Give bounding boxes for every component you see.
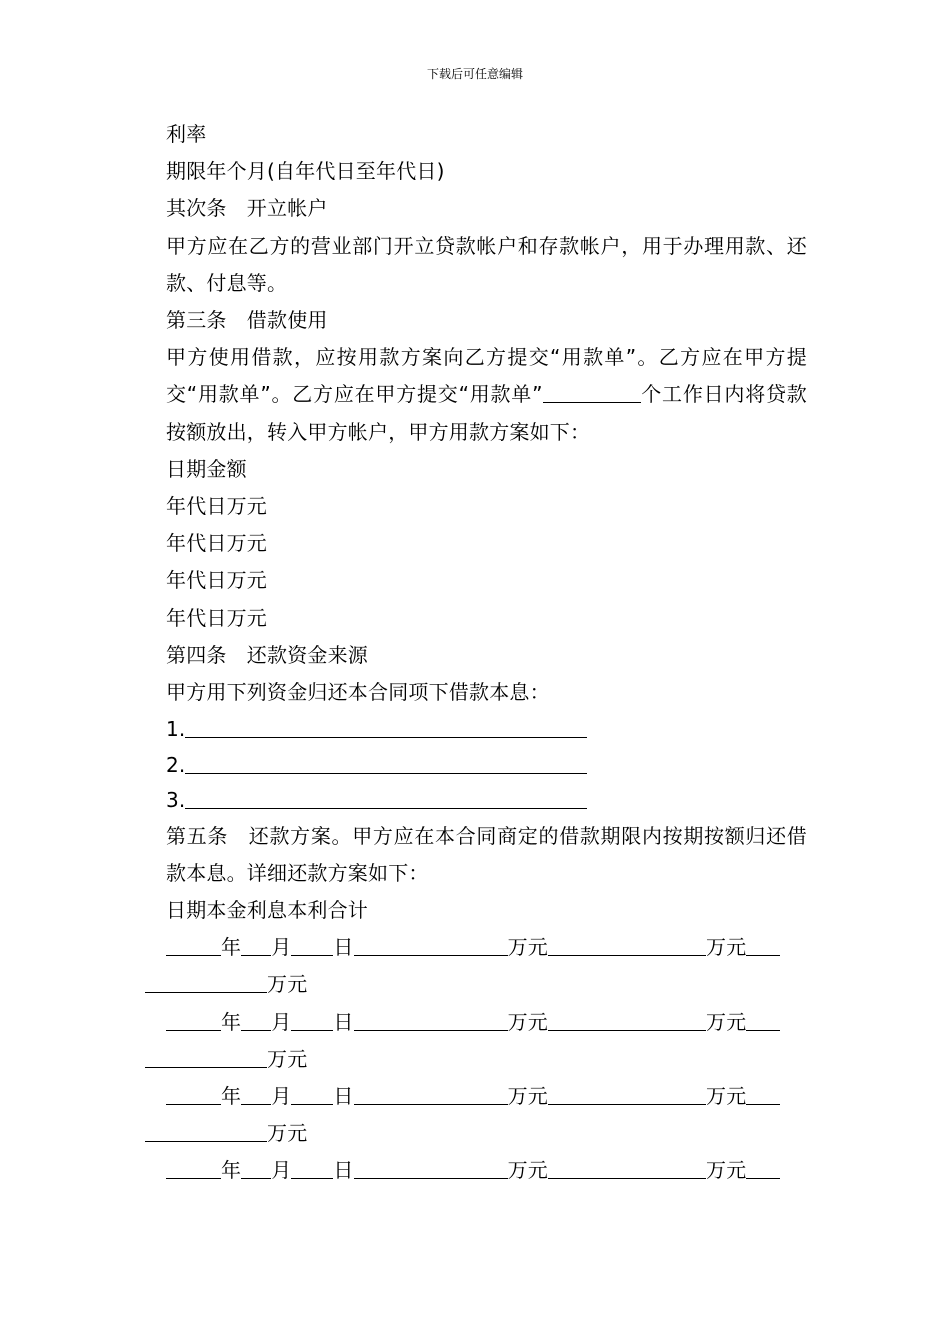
article-3-body-part1: 甲方使用借款，应按用款方案向乙方提交“用款单”。乙方应在甲方提交“用款单”。乙方应在甲方提交“用款单” — [166, 345, 807, 407]
fund-source-blank[interactable] — [185, 751, 587, 774]
fund-source-item: 2. — [145, 747, 807, 783]
repayment-row: 年 月 日 万元 万元 万元 — [145, 1078, 807, 1152]
total-blank-continued[interactable] — [145, 1119, 267, 1142]
fund-source-item: 1. — [145, 711, 807, 747]
article-4-body: 甲方用下列资金归还本合同项下借款本息： — [166, 679, 550, 704]
interest-blank[interactable] — [548, 1156, 706, 1179]
principal-blank[interactable] — [354, 1156, 508, 1179]
article-2-heading: 其次条 开立帐户 — [166, 196, 328, 221]
month-blank[interactable] — [241, 1156, 271, 1179]
year-blank[interactable] — [166, 1156, 221, 1179]
fund-source-item: 3. — [145, 782, 807, 818]
article-4-heading: 第四条 还款资金来源 — [166, 642, 368, 667]
principal-blank[interactable] — [354, 933, 508, 956]
principal-blank[interactable] — [354, 1082, 508, 1105]
usage-row: 年代日万元 — [166, 605, 267, 630]
rate-line: 利率 — [166, 122, 207, 146]
workdays-blank[interactable] — [543, 380, 641, 403]
principal-blank[interactable] — [354, 1008, 508, 1031]
day-blank[interactable] — [291, 1008, 333, 1031]
article-3-body-part2: 个工作日内将贷款按额放出，转入甲方帐户，甲方用款方案如下： — [166, 382, 807, 444]
day-blank[interactable] — [291, 1156, 333, 1179]
usage-row: 年代日万元 — [166, 493, 267, 518]
repayment-row: 年 月 日 万元 万元 — [145, 1152, 807, 1189]
total-blank[interactable] — [746, 1082, 780, 1105]
day-blank[interactable] — [291, 1082, 333, 1105]
interest-blank[interactable] — [548, 933, 706, 956]
year-blank[interactable] — [166, 1008, 221, 1031]
term-line: 期限年个月(自年代日至年代日) — [166, 159, 445, 184]
usage-row: 年代日万元 — [166, 531, 267, 556]
repayment-table-header: 日期本金利息本利合计 — [166, 897, 368, 922]
year-blank[interactable] — [166, 1082, 221, 1105]
year-blank[interactable] — [166, 933, 221, 956]
total-blank[interactable] — [746, 933, 780, 956]
total-blank-continued[interactable] — [145, 970, 267, 993]
month-blank[interactable] — [241, 1082, 271, 1105]
repayment-row: 年 月 日 万元 万元 万元 — [145, 929, 807, 1003]
total-blank[interactable] — [746, 1008, 780, 1031]
usage-table-header: 日期金额 — [166, 456, 247, 481]
total-blank[interactable] — [746, 1156, 780, 1179]
day-blank[interactable] — [291, 933, 333, 956]
article-3-heading: 第三条 借款使用 — [166, 307, 328, 332]
interest-blank[interactable] — [548, 1082, 706, 1105]
fund-source-blank[interactable] — [185, 786, 587, 809]
article-3-body — [145, 339, 807, 451]
fund-source-blank[interactable] — [185, 715, 587, 738]
interest-blank[interactable] — [548, 1008, 706, 1031]
contract-body — [145, 116, 807, 1189]
repayment-row: 年 月 日 万元 万元 万元 — [145, 1004, 807, 1078]
month-blank[interactable] — [241, 1008, 271, 1031]
month-blank[interactable] — [241, 933, 271, 956]
total-blank-continued[interactable] — [145, 1045, 267, 1068]
article-2-body: 甲方应在乙方的营业部门开立贷款帐户和存款帐户，用于办理用款、还款、付息等。 — [166, 233, 807, 295]
article-5-body: 第五条 还款方案。甲方应在本合同商定的借款期限内按期按额归还借款本息。详细还款方案如下： — [166, 823, 807, 885]
usage-row: 年代日万元 — [166, 568, 267, 593]
page-header: 下载后可任意编辑 — [426, 67, 523, 81]
